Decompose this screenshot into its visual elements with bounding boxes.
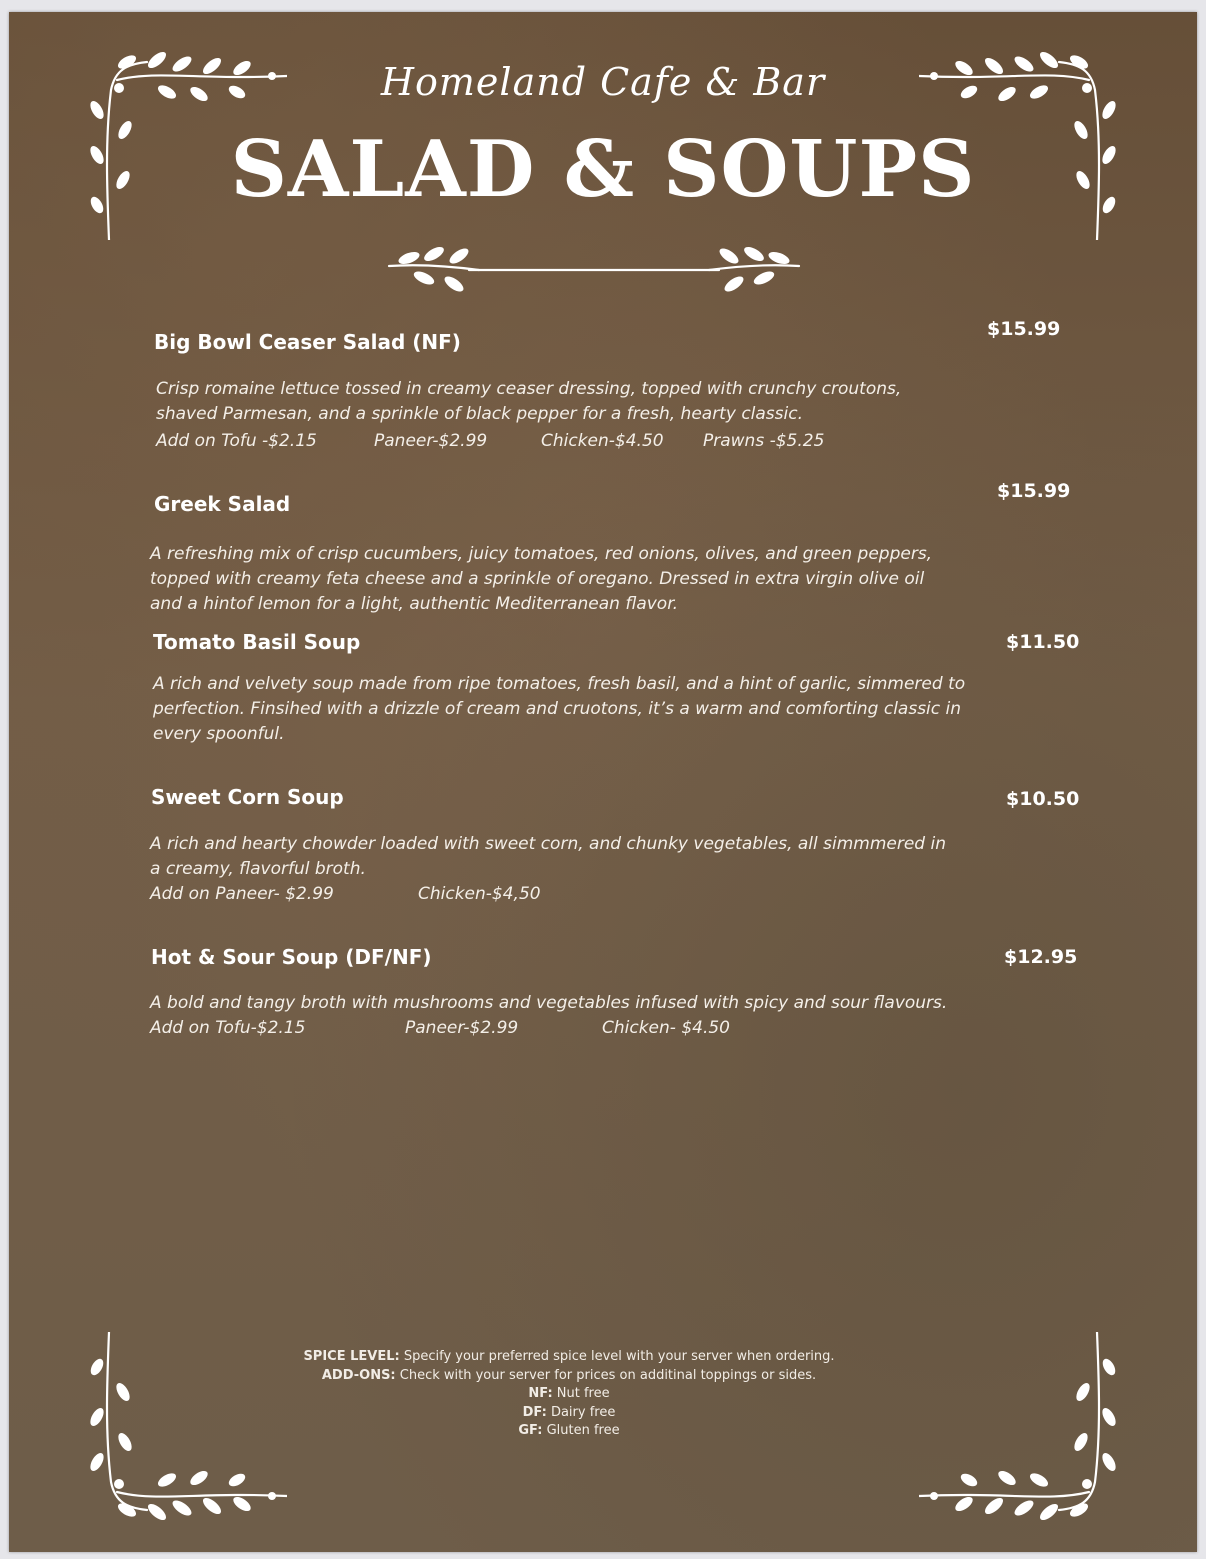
description-line: perfection. Finsihed with a drizzle of cream and cruotons, it’s a warm and comforting classic in: [153, 699, 962, 719]
footer-line: [9, 1367, 1129, 1386]
description-line: Crisp romaine lettuce tossed in creamy ceaser dressing, topped with crunchy croutons,: [156, 379, 902, 399]
addon-option: Chicken-$4,50: [418, 884, 541, 904]
addon-row: [150, 884, 650, 908]
menu-item-description: [153, 672, 965, 747]
menu-item-name: Sweet Corn Soup: [151, 785, 344, 809]
addon-row: [156, 431, 856, 455]
leaf-branch-divider-icon: [379, 236, 809, 300]
description-line: and a hintof lemon for a light, authentic Mediterranean flavor.: [150, 594, 679, 614]
menu-item-description: [150, 542, 932, 617]
menu-item-name: Hot & Sour Soup (DF/NF): [151, 945, 432, 969]
description-line: A rich and hearty chowder loaded with sweet corn, and chunky vegetables, all simmmered in: [150, 834, 947, 854]
addon-option: Add on Tofu -$2.15: [156, 431, 317, 451]
footer-label: NF:: [528, 1386, 553, 1401]
menu-item-description: [150, 991, 947, 1016]
footer-line: [9, 1404, 1129, 1423]
menu-item-name: Tomato Basil Soup: [153, 630, 361, 654]
footer-label: SPICE LEVEL:: [303, 1349, 400, 1364]
footer-text: Check with your server for prices on additinal toppings or sides.: [395, 1367, 817, 1383]
menu-item-price: $11.50: [1006, 631, 1080, 653]
description-line: A rich and velvety soup made from ripe tomatoes, fresh basil, and a hint of garlic, simmered to: [153, 674, 966, 694]
addon-option: Paneer-$2.99: [405, 1018, 519, 1038]
footer-line: [9, 1348, 1129, 1367]
addon-option: Add on Paneer- $2.99: [150, 884, 334, 904]
addon-row: [150, 1018, 790, 1042]
menu-item-name: Greek Salad: [154, 492, 291, 516]
menu-item-description: [150, 832, 946, 882]
addon-option: Chicken- $4.50: [602, 1018, 730, 1038]
menu-item-price: $10.50: [1006, 788, 1080, 810]
description-line: topped with creamy feta cheese and a sprinkle of oregano. Dressed in extra virgin olive oil: [150, 569, 925, 589]
menu-footer-legend: [9, 1348, 1129, 1441]
description-line: A refreshing mix of crisp cucumbers, juicy tomatoes, red onions, olives, and green peppers,: [150, 544, 933, 564]
footer-text: Nut free: [552, 1386, 610, 1401]
menu-item-price: $12.95: [1004, 946, 1078, 968]
footer-label: ADD-ONS:: [321, 1367, 396, 1383]
footer-label: GF:: [518, 1423, 543, 1438]
footer-label: DF:: [522, 1404, 547, 1420]
description-line: A bold and tangy broth with mushrooms and vegetables infused with spicy and sour flavours.: [150, 993, 948, 1013]
page-title: SALAD & SOUPS: [230, 124, 976, 215]
footer-text: Specify your preferred spice level with your server when ordering.: [399, 1349, 835, 1364]
cafe-name: Homeland Cafe & Bar: [380, 60, 826, 104]
footer-text: Dairy free: [546, 1404, 616, 1420]
menu-item-price: $15.99: [987, 318, 1061, 340]
menu-item-price: $15.99: [997, 480, 1071, 502]
menu-page: [9, 12, 1197, 1552]
footer-line: [9, 1385, 1129, 1404]
footer-line: [9, 1422, 1129, 1441]
addon-option: Chicken-$4.50: [541, 431, 664, 451]
description-line: a creamy, flavorful broth.: [150, 859, 366, 879]
footer-text: Gluten free: [542, 1423, 620, 1438]
menu-item-name: Big Bowl Ceaser Salad (NF): [154, 330, 461, 354]
menu-item-description: [156, 377, 901, 427]
description-line: shaved Parmesan, and a sprinkle of black pepper for a fresh, hearty classic.: [156, 404, 803, 424]
addon-option: Paneer-$2.99: [374, 431, 488, 451]
description-line: every spoonful.: [153, 724, 285, 744]
addon-option: Add on Tofu-$2.15: [150, 1018, 306, 1038]
addon-option: Prawns -$5.25: [703, 431, 825, 451]
